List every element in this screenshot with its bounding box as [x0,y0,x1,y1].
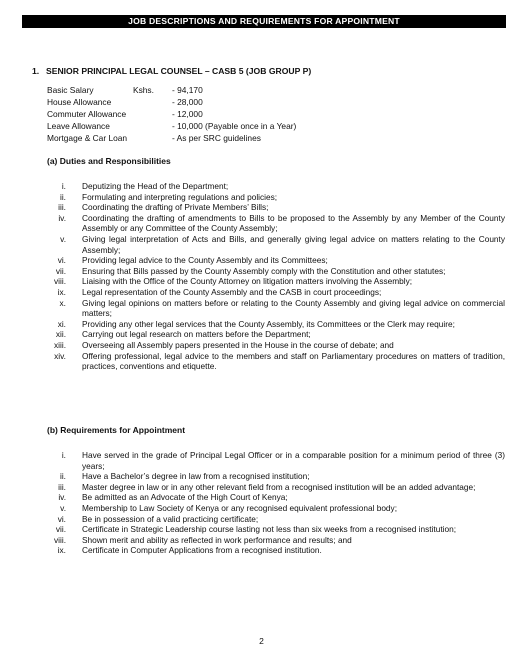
list-item [40,213,505,234]
page-number: 2 [259,636,264,646]
list-item-text: Certificate in Computer Applications from a recognised institution. [82,545,322,556]
list-item-number: i. [61,450,66,460]
list-item-text: Giving legal opinions on matters before or relating to the County Assembly and giving legal advice on commercial matters; [82,297,505,319]
list-item [40,340,505,351]
list-item-number: ix. [57,286,66,297]
list-item-text: Membership to Law Society of Kenya or any recognised equivalent professional body; [82,502,398,513]
list-item-text: Liaising with the Office of the County Attorney on litigation matters involving the Assembly; [82,276,413,287]
list-item [40,234,505,255]
pay-label: Commuter Allowance [47,109,127,119]
pay-label: Basic Salary [47,85,94,95]
requirements-list [40,450,505,556]
pay-label: Mortgage & Car Loan [47,133,128,143]
list-item-text: Formulating and interpreting regulations and policies; [82,191,278,202]
list-item [40,181,505,192]
position-title-text: SENIOR PRINCIPAL LEGAL COUNSEL – CASB 5 (JOB GROUP P) [46,66,312,76]
position-title [32,66,311,76]
list-item-text: Carrying out legal research on matters before the Department; [82,329,311,340]
list-item-number: vi. [57,255,66,266]
duties-heading: (a) Duties and Responsibilities [47,156,171,166]
section-banner: JOB DESCRIPTIONS AND REQUIREMENTS FOR APPOINTMENT [22,15,506,28]
list-item-number: v. [60,502,66,513]
list-item-number: vii. [55,524,66,535]
list-item [40,545,505,556]
list-item [40,276,505,287]
list-item-text: Providing legal advice to the County Assembly and its Committees; [82,255,328,266]
list-item-number: v. [60,233,66,244]
list-item-number: iv. [58,212,66,223]
list-item [40,503,505,514]
requirements-heading: (b) Requirements for Appointment [47,425,186,435]
list-item-text: Overseeing all Assembly papers presented in the House in the course of debate; and [82,339,394,350]
list-item-text: Providing any other legal services that the County Assembly, its Committees or the Clerk may require; [82,318,455,329]
pay-value: - 12,000 [172,109,203,119]
list-item-number: iv. [58,492,66,503]
pay-value: - 10,000 (Payable once in a Year) [172,121,297,131]
position-number: 1. [32,66,40,76]
list-item [40,471,505,482]
list-item-number: xi. [57,318,66,329]
list-item-text: Be admitted as an Advocate of the High Court of Kenya; [82,492,288,503]
list-item [40,514,505,525]
list-item-text: Offering professional, legal advice to the members and staff on Parliamentary procedures on matters of tradition, practices, conventions and etiquette. [82,350,505,372]
list-item-number: viii. [54,276,66,287]
list-item-number: xii. [55,329,66,340]
list-item-number: xiv. [54,350,66,361]
pay-currency: Kshs. [133,85,154,95]
list-item [40,524,505,535]
list-item-text: Have served in the grade of Principal Legal Officer or in a comparable position for a minimum period of three (3) years; [82,450,505,471]
list-item [40,255,505,266]
list-item [40,351,505,372]
list-item-text: Have a Bachelor’s degree in law from a recognised institution; [82,471,310,482]
list-item-number: xiii. [54,339,66,350]
pay-value: - 94,170 [172,85,203,95]
list-item-number: ix. [57,545,66,556]
list-item-number: x. [59,297,66,308]
list-item [40,450,505,471]
list-item-number: iii. [58,202,66,213]
list-item [40,482,505,493]
pay-value: - As per SRC guidelines [172,133,261,143]
duties-list [40,181,505,372]
list-item [40,319,505,330]
list-item-number: ii. [60,191,66,202]
list-item-number: iii. [58,481,66,492]
list-item [40,287,505,298]
list-item-number: vii. [55,265,66,276]
list-item [40,202,505,213]
list-item [40,492,505,503]
pay-label: Leave Allowance [47,121,110,131]
list-item-text: Shown merit and ability as reflected in work performance and results; and [82,534,352,545]
list-item-number: ii. [60,471,66,482]
list-item [40,192,505,203]
list-item-text: Legal representation of the County Assembly and the CASB in court proceedings; [82,286,382,297]
list-item [40,298,505,319]
list-item-text: Coordinating the drafting of amendments to Bills to be proposed to the Assembly by any Member of the County Assembly or any Committee of the County Assembly; [82,212,505,234]
list-item-text: Certificate in Strategic Leadership course lasting not less than six weeks from a recognised institution; [82,524,457,535]
list-item-text: Coordinating the drafting of Private Members’ Bills; [82,202,269,213]
pay-value: - 28,000 [172,97,203,107]
list-item-text: Be in possession of a valid practicing certificate; [82,513,259,524]
list-item [40,266,505,277]
list-item [40,329,505,340]
list-item-number: viii. [54,534,66,545]
list-item [40,535,505,546]
list-item-text: Deputizing the Head of the Department; [82,181,229,191]
pay-label: House Allowance [47,97,112,107]
list-item-number: vi. [57,513,66,524]
list-item-number: i. [61,181,66,191]
list-item-text: Ensuring that Bills passed by the County Assembly comply with the Constitution and other statutes; [82,265,446,276]
list-item-text: Giving legal interpretation of Acts and Bills, and generally giving legal advice on matters relating to the County Assembly; [82,233,505,255]
list-item-text: Master degree in law or in any other relevant field from a recognised institution will be an added advantage; [82,481,476,492]
